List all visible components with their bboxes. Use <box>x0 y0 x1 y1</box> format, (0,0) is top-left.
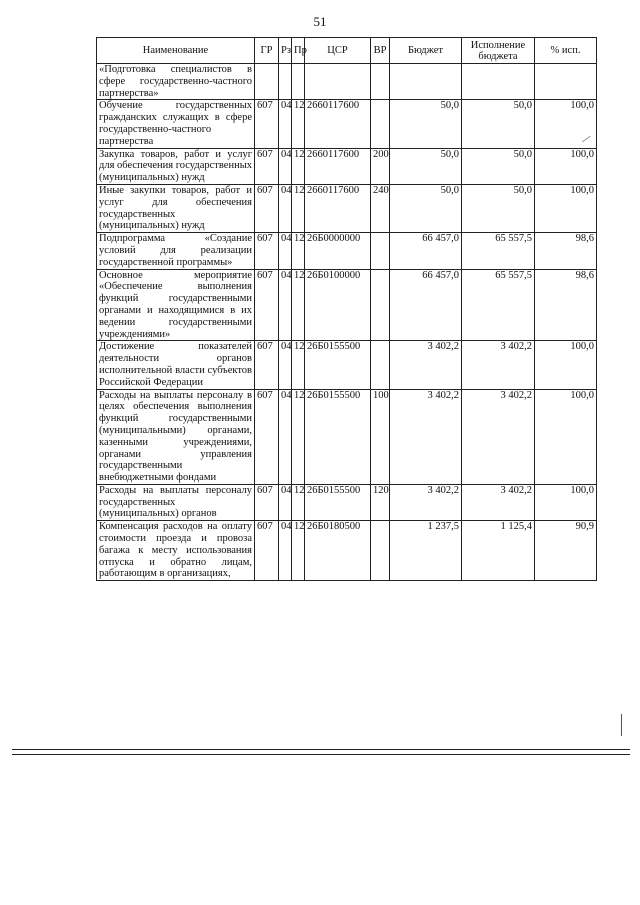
cell-execution: 1 125,4 <box>462 521 535 581</box>
cell-gr: 607 <box>255 148 279 184</box>
cell-csr: 26Б0180500 <box>305 521 371 581</box>
header-csr: ЦСР <box>305 38 371 64</box>
cell-rz: 04 <box>279 100 292 148</box>
page-number: 51 <box>313 14 327 29</box>
cell-percent: 100,0 <box>535 184 597 232</box>
cell-pr <box>292 64 305 100</box>
table-row <box>97 148 597 184</box>
cell-name: Закупка товаров, работ и услуг для обеспечения государственных (муниципальных) нужд <box>97 148 255 184</box>
cell-pr: 12 <box>292 484 305 520</box>
cell-gr: 607 <box>255 389 279 484</box>
cell-vr: 240 <box>371 184 390 232</box>
cell-percent: 100,0 <box>535 100 597 148</box>
cell-rz: 04 <box>279 269 292 341</box>
cell-rz: 04 <box>279 389 292 484</box>
cell-execution: 50,0 <box>462 100 535 148</box>
cell-gr: 607 <box>255 184 279 232</box>
cell-budget: 1 237,5 <box>390 521 462 581</box>
cell-vr <box>371 64 390 100</box>
cell-execution: 65 557,5 <box>462 233 535 269</box>
cell-vr: 100 <box>371 389 390 484</box>
cell-csr: 2660117600 <box>305 184 371 232</box>
cell-rz: 04 <box>279 184 292 232</box>
cell-name: Расходы на выплаты персоналу в целях обеспечения выполнения функций государственными (муниципальными) органами, казенными учреждениями, органами управления государственными внебюджетными фондами <box>97 389 255 484</box>
cell-vr <box>371 269 390 341</box>
cell-rz: 04 <box>279 233 292 269</box>
cell-execution: 3 402,2 <box>462 484 535 520</box>
cell-execution: 3 402,2 <box>462 389 535 484</box>
cell-percent: 100,0 <box>535 484 597 520</box>
cell-execution: 65 557,5 <box>462 269 535 341</box>
header-pr: Пр <box>292 38 305 64</box>
cell-vr <box>371 341 390 389</box>
cell-csr: 26Б0000000 <box>305 233 371 269</box>
cell-csr: 2660117600 <box>305 148 371 184</box>
cell-execution: 50,0 <box>462 148 535 184</box>
cell-pr: 12 <box>292 100 305 148</box>
cell-pr: 12 <box>292 341 305 389</box>
cell-pr: 12 <box>292 389 305 484</box>
cell-rz: 04 <box>279 521 292 581</box>
table-row <box>97 521 597 581</box>
table-row <box>97 389 597 484</box>
cell-rz: 04 <box>279 484 292 520</box>
cell-rz: 04 <box>279 341 292 389</box>
table-body <box>97 64 597 581</box>
cell-percent: 100,0 <box>535 389 597 484</box>
cell-budget: 66 457,0 <box>390 233 462 269</box>
header-rz: Рз <box>279 38 292 64</box>
cell-budget: 3 402,2 <box>390 484 462 520</box>
cell-budget: 50,0 <box>390 100 462 148</box>
cell-pr: 12 <box>292 233 305 269</box>
budget-table <box>96 37 597 581</box>
table-row <box>97 233 597 269</box>
header-execution-line2: бюджета <box>478 50 518 62</box>
cell-name: Обучение государственных гражданских служащих в сфере государственно-частного партнерства <box>97 100 255 148</box>
cell-budget <box>390 64 462 100</box>
cell-name: Достижение показателей деятельности органов исполнительной власти субъектов Российской Федерации <box>97 341 255 389</box>
cell-execution <box>462 64 535 100</box>
cell-percent: 100,0 <box>535 341 597 389</box>
cell-csr: 26Б0155500 <box>305 484 371 520</box>
cell-percent: 90,9 <box>535 521 597 581</box>
table-header-row <box>97 38 597 64</box>
page-divider-line-2 <box>12 754 630 755</box>
header-execution-line1: Исполнение <box>470 39 526 51</box>
cell-gr: 607 <box>255 341 279 389</box>
cell-budget: 3 402,2 <box>390 341 462 389</box>
header-vr: ВР <box>371 38 390 64</box>
cell-budget: 50,0 <box>390 184 462 232</box>
page-divider-line <box>12 749 630 750</box>
cell-csr: 26Б0155500 <box>305 341 371 389</box>
cell-name: Компенсация расходов на оплату стоимости проезда и провоза багажа к месту использования отпуска и обратно лицам, работающим в организациях, <box>97 521 255 581</box>
cell-name: Основное мероприятие «Обеспечение выполнения функций государственными органами и находящимися в их ведении государственными учреждениями» <box>97 269 255 341</box>
cell-csr: 26Б0100000 <box>305 269 371 341</box>
cell-vr: 200 <box>371 148 390 184</box>
cell-pr: 12 <box>292 521 305 581</box>
cell-name: Иные закупки товаров, работ и услуг для обеспечения государственных (муниципальных) нужд <box>97 184 255 232</box>
header-execution <box>462 38 535 64</box>
cell-csr <box>305 64 371 100</box>
header-percent: % исп. <box>535 38 597 64</box>
cell-percent <box>535 64 597 100</box>
table-row <box>97 341 597 389</box>
table-row <box>97 184 597 232</box>
cell-vr <box>371 521 390 581</box>
cell-vr <box>371 233 390 269</box>
cell-name: «Подготовка специалистов в сфере государственно-частного партнерства» <box>97 64 255 100</box>
cell-vr: 120 <box>371 484 390 520</box>
cell-pr: 12 <box>292 148 305 184</box>
table-row <box>97 100 597 148</box>
cell-gr <box>255 64 279 100</box>
table-row <box>97 269 597 341</box>
cell-execution: 3 402,2 <box>462 341 535 389</box>
cell-csr: 26Б0155500 <box>305 389 371 484</box>
cell-rz: 04 <box>279 148 292 184</box>
cell-pr: 12 <box>292 269 305 341</box>
cell-name: Расходы на выплаты персоналу государственных (муниципальных) органов <box>97 484 255 520</box>
header-budget: Бюджет <box>390 38 462 64</box>
margin-mark <box>621 714 622 736</box>
cell-pr: 12 <box>292 184 305 232</box>
cell-name: Подпрограмма «Создание условий для реализации государственной программы» <box>97 233 255 269</box>
cell-vr <box>371 100 390 148</box>
cell-budget: 66 457,0 <box>390 269 462 341</box>
cell-gr: 607 <box>255 269 279 341</box>
cell-budget: 3 402,2 <box>390 389 462 484</box>
cell-percent: 98,6 <box>535 269 597 341</box>
cell-rz <box>279 64 292 100</box>
cell-percent: 98,6 <box>535 233 597 269</box>
table-row <box>97 484 597 520</box>
cell-csr: 2660117600 <box>305 100 371 148</box>
cell-budget: 50,0 <box>390 148 462 184</box>
cell-gr: 607 <box>255 521 279 581</box>
cell-gr: 607 <box>255 484 279 520</box>
cell-percent: 100,0 <box>535 148 597 184</box>
header-name: Наименование <box>97 38 255 64</box>
cell-gr: 607 <box>255 100 279 148</box>
cell-execution: 50,0 <box>462 184 535 232</box>
cell-gr: 607 <box>255 233 279 269</box>
table-row <box>97 64 597 100</box>
header-gr: ГР <box>255 38 279 64</box>
